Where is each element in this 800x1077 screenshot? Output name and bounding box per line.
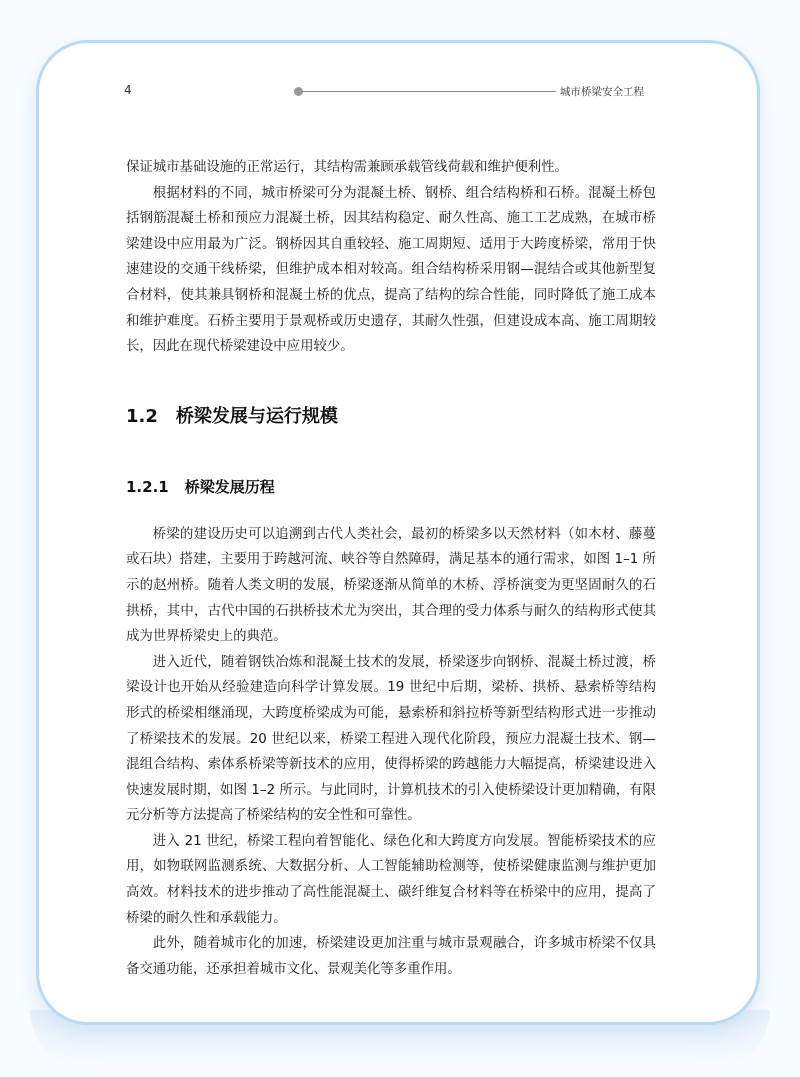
running-header: [124, 82, 644, 102]
page-body: [126, 155, 656, 982]
page-number: 4: [124, 83, 132, 97]
paragraph-urbanization: 此外，随着城市化的加速，桥梁建设更加注重与城市景观融合，许多城市桥梁不仅具备交通功能，还承担着城市文化、景观美化等多重作用。: [126, 936, 656, 977]
subsection-title: 桥梁发展历程: [184, 477, 275, 496]
section-number: 1.2: [126, 405, 158, 427]
paragraph-bridge-materials: 根据材料的不同，城市桥梁可分为混凝土桥、钢桥、组合结构桥和石桥。混凝土桥包括钢筋混凝土桥和预应力混凝土桥，因其结构稳定、耐久性高、施工工艺成熟，在城市桥梁建设中应用最为广泛。钢桥因其自重较轻、施工周期短、适用于大跨度桥梁，常用于快速建设的交通干线桥梁，但维护成本相对较高。组合结构桥采用钢—混结合或其他新型复合材料，使其兼具钢桥和混凝土桥的优点，提高了结构的综合性能，同时降低了施工成本和维护难度。石桥主要用于景观桥或历史遗存，其耐久性强，但建设成本高、施工周期较长，因此在现代桥梁建设中应用较少。: [126, 185, 656, 355]
section-title: 桥梁发展与运行规模: [175, 405, 338, 427]
subsection-heading: [126, 476, 656, 498]
paragraph-21st-century: 进入 21 世纪，桥梁工程向着智能化、绿色化和大跨度方向发展。智能桥梁技术的应用，如物联网监测系统、大数据分析、人工智能辅助检测等，使桥梁健康监测与维护更加高效。材料技术的进步推动了高性能混凝土、碳纤维复合材料等在桥梁中的应用，提高了桥梁的耐久性和承载能力。: [126, 833, 656, 926]
paragraph-intro-continuation: 保证城市基础设施的正常运行，其结构需兼顾承载管线荷载和维护便利性。: [126, 160, 568, 175]
section-heading: [126, 405, 656, 429]
paragraph-bridge-history: 桥梁的建设历史可以追溯到古代人类社会，最初的桥梁多以天然材料（如木材、藤蔓或石块）搭建，主要用于跨越河流、峡谷等自然障碍，满足基本的通行需求，如图 1–1 所示的赵州桥。随着人类文明的发展，桥梁逐渐从简单的木桥、浮桥演变为更坚固耐久的石拱桥，其中，古代中国的石拱桥技术尤为突出，其合理的受力体系与耐久的结构形式使其成为世界桥梁史上的典范。: [126, 526, 656, 645]
header-rule: [302, 91, 556, 92]
running-book-title: 城市桥梁安全工程: [560, 86, 644, 98]
paragraph-modern-era: 进入近代，随着钢铁冶炼和混凝土技术的发展，桥梁逐步向钢桥、混凝土桥过渡，桥梁设计也开始从经验建造向科学计算发展。19 世纪中后期，梁桥、拱桥、悬索桥等结构形式的桥梁相继涌现，大跨度桥梁成为可能，悬索桥和斜拉桥等新型结构形式进一步推动了桥梁技术的发展。20 世纪以来，桥梁工程进入现代化阶段，预应力混凝土技术、钢—混组合结构、索体系桥梁等新技术的应用，使得桥梁的跨越能力大幅提高，桥梁建设进入快速发展时期，如图 1–2 所示。与此同时，计算机技术的引入使桥梁设计更加精确，有限元分析等方法提高了桥梁结构的安全性和可靠性。: [126, 654, 656, 824]
subsection-number: 1.2.1: [126, 477, 169, 496]
